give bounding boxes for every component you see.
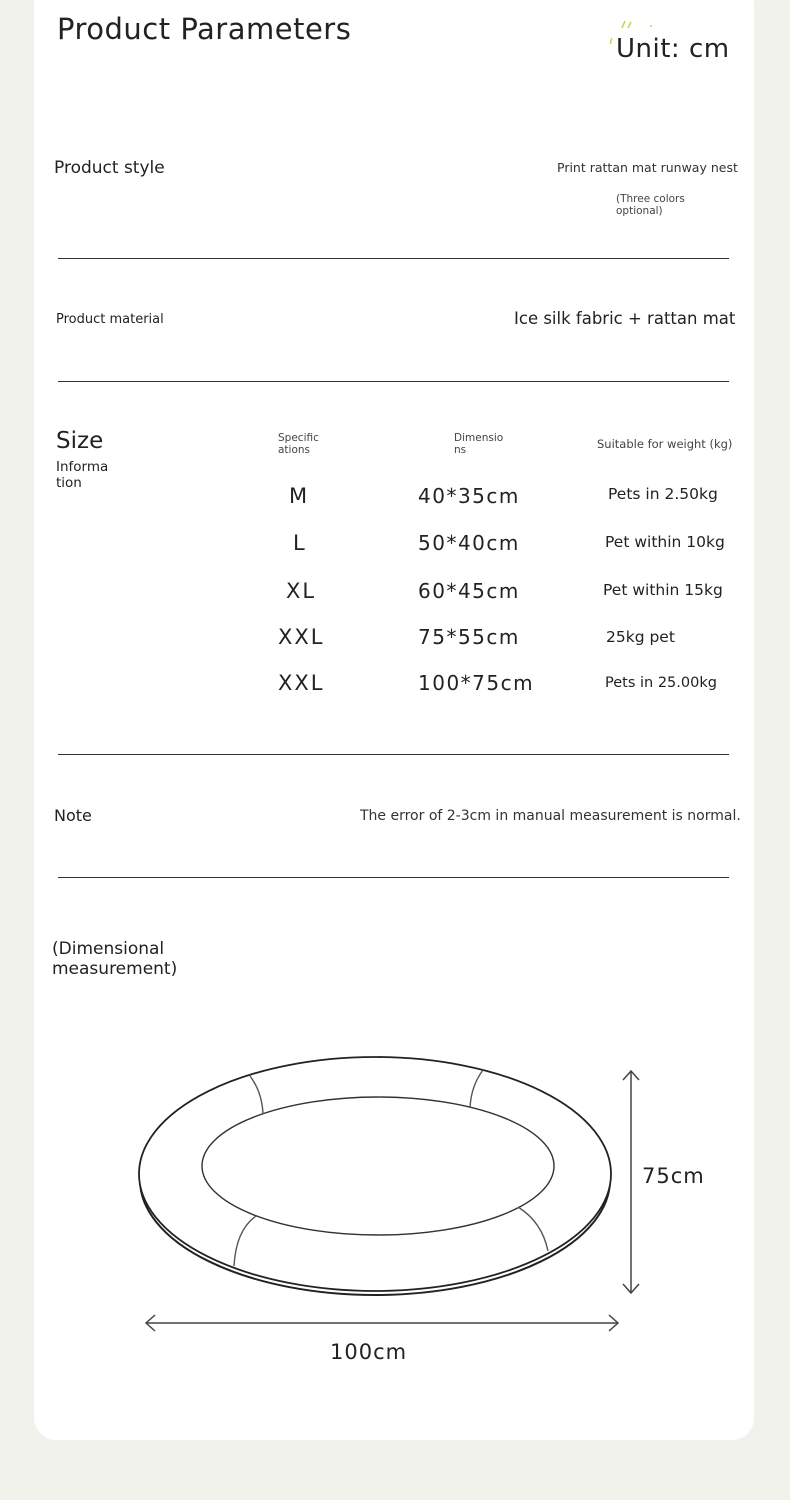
table-row-weight: Pets in 25.00kg [605,675,717,691]
table-row-weight: Pet within 15kg [603,581,723,599]
page-title: Product Parameters [57,12,352,46]
size-sublabel: Informa tion [56,459,109,491]
table-row-dimensions: 40*35cm [418,484,520,508]
divider [58,258,729,259]
table-row-spec: XXL [278,671,325,695]
width-measure-label: 100cm [330,1340,408,1364]
product-style-value: Print rattan mat runway nest [557,160,738,175]
size-label: Size [56,428,104,454]
product-style-note: (Three colors optional) [616,193,685,217]
table-row-dimensions: 75*55cm [418,625,520,649]
height-measure-label: 75cm [642,1164,705,1188]
table-row-dimensions: 60*45cm [418,579,520,603]
column-header-weight: Suitable for weight (kg) [597,437,733,451]
divider [58,877,729,878]
table-row-dimensions: 50*40cm [418,531,520,555]
column-header-dimensions: Dimensio ns [454,432,504,456]
measurement-label: (Dimensional measurement) [52,939,178,979]
table-row-dimensions: 100*75cm [418,671,535,695]
note-label: Note [54,806,92,825]
table-row-weight: Pet within 10kg [605,533,725,551]
pet-nest-diagram [120,1040,740,1380]
table-row-spec: L [293,531,307,555]
table-row-weight: Pets in 2.50kg [608,485,718,503]
product-material-label: Product material [56,312,164,327]
column-header-spec: Specific ations [278,432,319,456]
table-row-weight: 25kg pet [606,628,675,646]
table-row-spec: M [289,484,310,508]
product-style-label: Product style [54,158,165,178]
product-material-value: Ice silk fabric + rattan mat [514,309,736,328]
divider [58,381,729,382]
table-row-spec: XL [286,579,317,603]
unit-label: Unit: cm [616,34,730,64]
table-row-spec: XXL [278,625,325,649]
divider [58,754,729,755]
note-value: The error of 2-3cm in manual measurement is normal. [360,808,741,824]
